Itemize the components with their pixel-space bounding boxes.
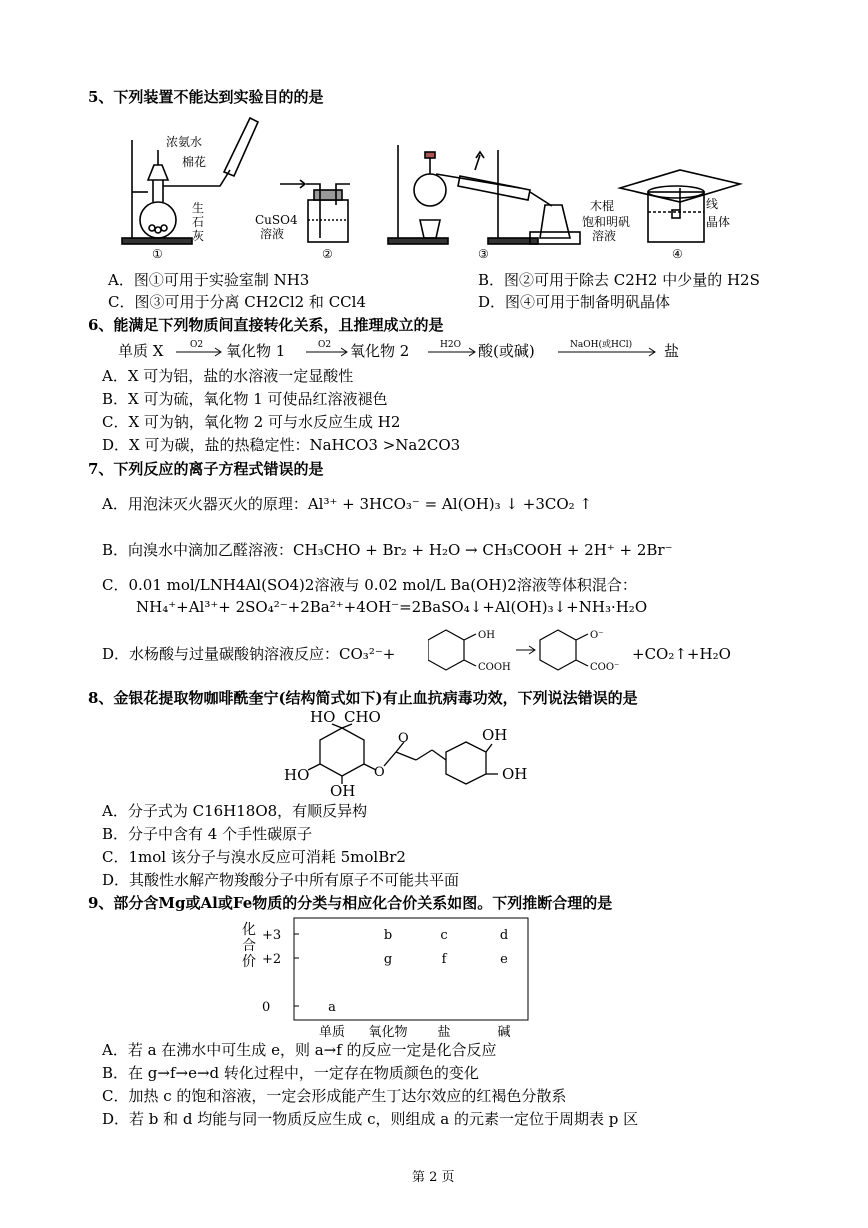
q7-option-d-prefix: D．水杨酸与过量碳酸钠溶液反应：CO₃²⁻+ [102, 645, 396, 663]
q7-option-d-suffix: +CO₂↑+H₂O [632, 645, 731, 663]
q8-option-a: A．分子式为 C16H18O8，有顺反异构 [102, 802, 368, 820]
apparatus-2 [280, 180, 350, 242]
struct-oh-phenol-1: OH [482, 726, 508, 744]
chart-point-d: d [499, 928, 509, 943]
label-quicklime-2: 石 [192, 215, 205, 229]
q7-option-c-line1: C．0.01 mol/LNH4Al(SO4)2溶液与 0.02 mol/L Ba(OH)2溶液等体积混合： [102, 576, 637, 594]
q9-valence-chart [238, 914, 538, 1040]
figure-number-4: ④ [672, 247, 683, 261]
chart-point-a: a [328, 1000, 336, 1015]
label-crystal: 晶体 [706, 215, 731, 229]
chain-salt: 盐 [664, 342, 680, 360]
q8-option-b: B．分子中含有 4 个手性碳原子 [102, 825, 313, 843]
chain-acid-base: 酸(或碱) [478, 342, 535, 360]
label-solution-2: 溶液 [260, 227, 285, 241]
q9-option-c: C．加热 c 的饱和溶液，一定会形成能产生丁达尔效应的红褐色分散系 [102, 1087, 567, 1105]
chart-ylabel-3: 价 [242, 954, 256, 970]
chart-xtick: 氧化物 [368, 1025, 408, 1040]
chart-xtick: 单质 [318, 1025, 346, 1040]
chart-xtick: 碱 [497, 1025, 511, 1040]
chain-arrow-naoh-hcl: NaOH(或HCl) [570, 340, 633, 350]
q8-option-c: C．1mol 该分子与溴水反应可消耗 5molBr2 [102, 848, 406, 866]
chart-ylabel-2: 合 [242, 938, 256, 954]
label-alum-saturated: 饱和明矾 [582, 215, 631, 229]
chart-ylabel-1: 化 [242, 922, 256, 938]
figure-number-3: ③ [478, 247, 489, 261]
q6-option-c: C．X 可为钠，氧化物 2 可与水反应生成 H2 [102, 413, 401, 431]
chain-oxide-2: 氧化物 2 [350, 342, 410, 360]
q5-option-b: B．图②可用于除去 C2H2 中少量的 H2S [478, 271, 760, 289]
struct-coo-minus: COO⁻ [590, 662, 620, 673]
salicylic-acid-ring [428, 630, 476, 670]
label-thread: 线 [706, 197, 719, 211]
label-stick: 木棍 [590, 199, 615, 213]
chart-point-c: c [440, 928, 448, 943]
struct-oh-1: OH [478, 630, 495, 641]
salicylate-ring [540, 630, 588, 670]
chart-xtick: 盐 [437, 1025, 451, 1040]
struct-oh-bottom: OH [330, 782, 356, 798]
chart-point-b: b [383, 928, 393, 943]
q5-apparatus-figure [100, 110, 780, 270]
q8-stem: 8、金银花提取物咖啡酰奎宁(结构简式如下)有止血抗病毒功效，下列说法错误的是 [88, 689, 638, 707]
chain-arrow-o2-1: O2 [190, 340, 204, 350]
struct-cooh: COOH [478, 662, 511, 673]
struct-ester-o: O [374, 765, 385, 780]
chain-arrow-h2o: H2O [440, 340, 461, 350]
label-cuso4: CuSO4 [255, 213, 298, 227]
q6-option-a: A．X 可为铝，盐的水溶液一定显酸性 [102, 367, 354, 385]
q6-conversion-chain [118, 336, 718, 364]
chart-point-e: e [500, 952, 508, 967]
chain-oxide-1: 氧化物 1 [226, 342, 286, 360]
q5-stem: 5、下列装置不能达到实验目的的是 [88, 88, 324, 106]
chain-arrow-o2-2: O2 [318, 340, 332, 350]
struct-cho: CHO [344, 708, 381, 726]
q7-stem: 7、下列反应的离子方程式错误的是 [88, 460, 324, 478]
chain-simple-x: 单质 X [118, 342, 164, 360]
label-alum-solution: 溶液 [592, 229, 617, 243]
chart-point-g: g [383, 952, 393, 967]
chart-point-f: f [441, 952, 447, 967]
chart-ytick: 0 [262, 1000, 271, 1015]
q7-option-c-line2: NH₄⁺+Al³⁺+ 2SO₄²⁻+2Ba²⁺+4OH⁻=2BaSO₄↓+Al(OH)₃↓+NH₃·H₂O [136, 598, 648, 616]
q7-option-a: A．用泡沫灭火器灭火的原理：Al³⁺ + 3HCO₃⁻ = Al(OH)₃ ↓ +3CO₂ ↑ [102, 495, 592, 513]
figure-number-1: ① [152, 247, 163, 261]
figure-number-2: ② [322, 247, 333, 261]
q9-option-b: B．在 g→f→e→d 转化过程中，一定存在物质颜色的变化 [102, 1064, 479, 1082]
struct-ho-top: HO [310, 708, 336, 726]
q9-stem: 9、部分含Mg或Al或Fe物质的分类与相应化合价关系如图。下列推断合理的是 [88, 894, 613, 912]
q6-option-d: D．X 可为碳，盐的热稳定性：NaHCO3 >Na2CO3 [102, 436, 461, 454]
q8-option-d: D．其酸性水解产物羧酸分子中所有原子不可能共平面 [102, 871, 460, 889]
q7-option-b: B．向溴水中滴加乙醛溶液：CH₃CHO + Br₂ + H₂O → CH₃COOH + 2H⁺ + 2Br⁻ [102, 541, 673, 559]
q5-option-a: A．图①可用于实验室制 NH3 [108, 271, 310, 289]
label-quicklime-1: 生 [192, 201, 205, 215]
label-ammonia: 浓氨水 [166, 135, 203, 149]
q6-option-b: B．X 可为硫，氧化物 1 可使品红溶液褪色 [102, 390, 388, 408]
q6-stem: 6、能满足下列物质间直接转化关系，且推理成立的是 [88, 316, 444, 334]
apparatus-3 [388, 145, 580, 244]
q8-structure [280, 706, 560, 798]
label-cotton: 棉花 [182, 155, 207, 169]
q9-option-a: A．若 a 在沸水中可生成 e，则 a→f 的反应一定是化合反应 [102, 1041, 497, 1059]
apparatus-4 [620, 170, 740, 242]
struct-carbonyl-o: O [398, 731, 409, 746]
label-quicklime-3: 灰 [192, 229, 205, 243]
q5-option-c: C．图③可用于分离 CH2Cl2 和 CCl4 [108, 293, 366, 311]
q9-option-d: D．若 b 和 d 均能与同一物质反应生成 c，则组成 a 的元素一定位于周期表 p 区 [102, 1110, 639, 1128]
chart-ytick: +2 [262, 952, 282, 967]
struct-o-minus: O⁻ [590, 630, 604, 641]
q7-salicylic-structures [428, 622, 628, 678]
chart-ytick: +3 [262, 928, 282, 943]
struct-ho-left: HO [284, 766, 310, 784]
q5-option-d: D．图④可用于制备明矾晶体 [478, 293, 671, 311]
page-number: 第 2 页 [412, 1170, 455, 1185]
struct-oh-phenol-2: OH [502, 765, 528, 783]
